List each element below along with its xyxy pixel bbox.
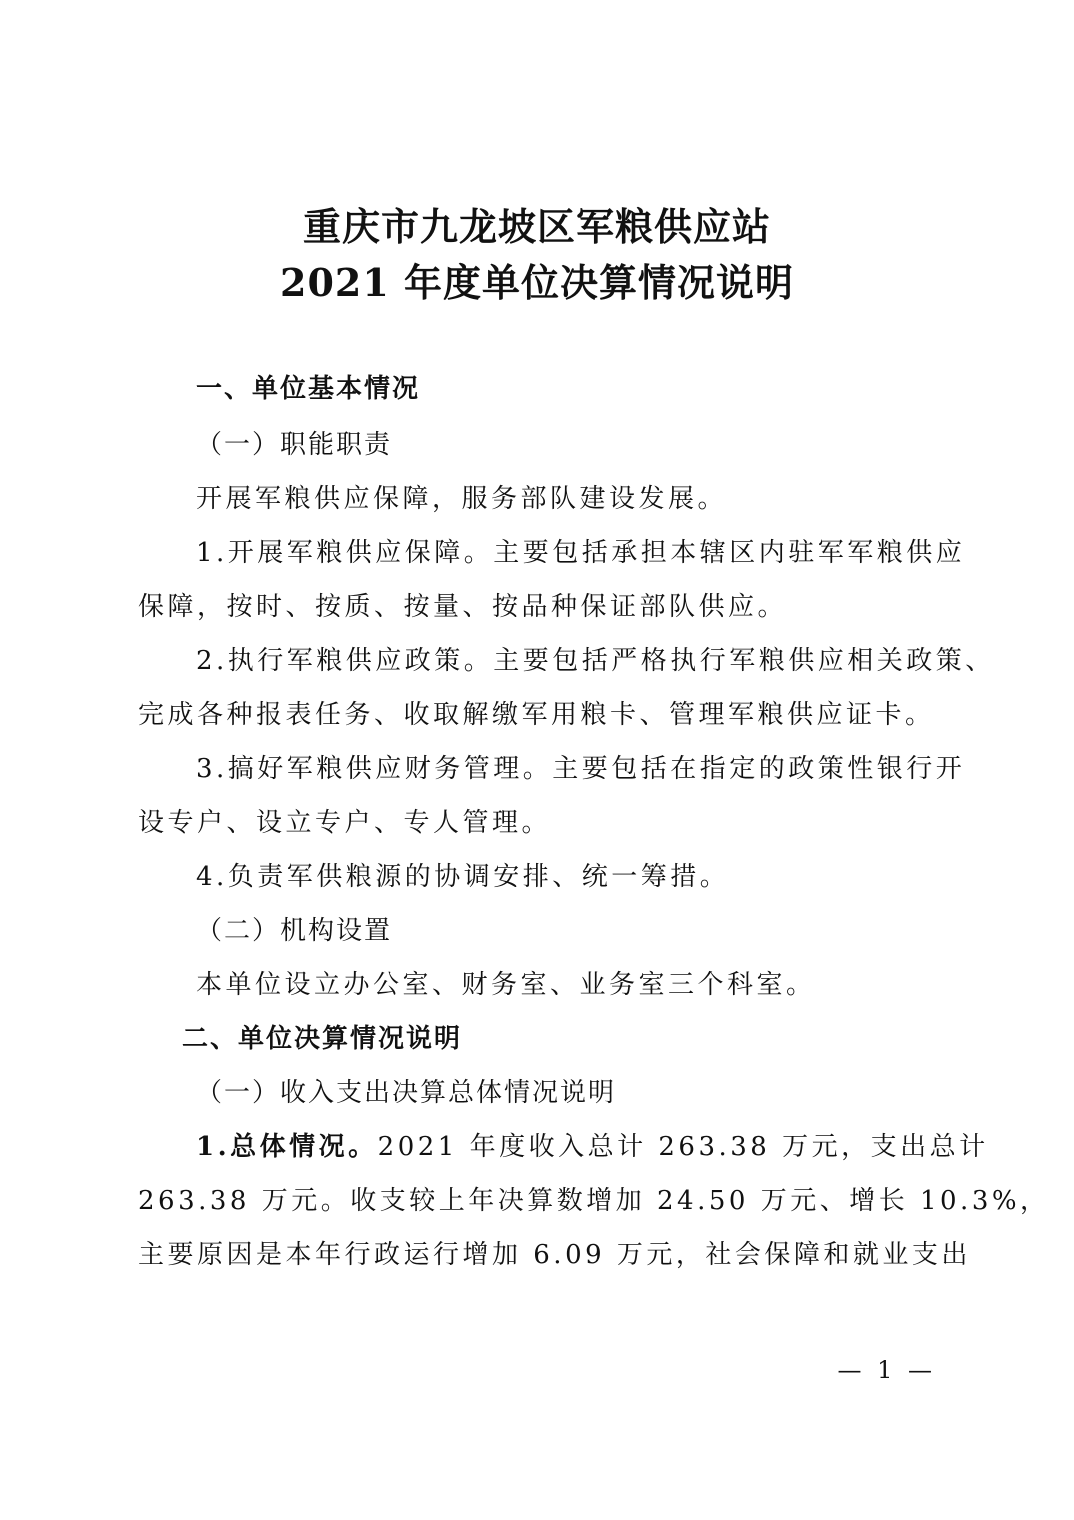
section2-heading: 二、单位决算情况说明 xyxy=(182,1024,463,1054)
document-title-line2: 2021 年度单位决算情况说明 xyxy=(280,260,794,305)
item4-line: 4.负责军供粮源的协调安排、统一筹措。 xyxy=(196,862,730,892)
section1-sub2-heading: （二）机构设置 xyxy=(196,916,393,946)
summary-line3: 主要原因是本年行政运行增加 6.09 万元，社会保障和就业支出 xyxy=(138,1240,971,1270)
summary-line2: 263.38 万元。收支较上年决算数增加 24.50 万元、增长 10.3%， xyxy=(138,1186,1050,1216)
org-structure-text: 本单位设立办公室、财务室、业务室三个科室。 xyxy=(196,970,816,1000)
item1-line1: 1.开展军粮供应保障。主要包括承担本辖区内驻军军粮供应 xyxy=(196,538,966,568)
item2-line1: 2.执行军粮供应政策。主要包括严格执行军粮供应相关政策、 xyxy=(196,646,995,676)
summary-lead: 1.总体情况。 xyxy=(196,1132,378,1162)
summary-line1-rest: 2021 年度收入总计 263.38 万元，支出总计 xyxy=(377,1132,989,1162)
summary-line1 xyxy=(196,1130,989,1164)
page-number: — 1 — xyxy=(837,1356,936,1384)
item2-line2: 完成各种报表任务、收取解缴军用粮卡、管理军粮供应证卡。 xyxy=(138,700,935,730)
document-title-line1: 重庆市九龙坡区军粮供应站 xyxy=(302,204,771,249)
section1-sub1-heading: （一）职能职责 xyxy=(196,430,393,460)
section1-intro-text: 开展军粮供应保障，服务部队建设发展。 xyxy=(196,484,728,514)
item3-line2: 设专户、设立专户、专人管理。 xyxy=(138,808,552,838)
section1-heading: 一、单位基本情况 xyxy=(196,374,421,404)
section2-sub1-heading: （一）收入支出决算总体情况说明 xyxy=(196,1078,617,1108)
item3-line1: 3.搞好军粮供应财务管理。主要包括在指定的政策性银行开 xyxy=(196,754,966,784)
item1-line2: 保障，按时、按质、按量、按品种保证部队供应。 xyxy=(138,592,788,622)
